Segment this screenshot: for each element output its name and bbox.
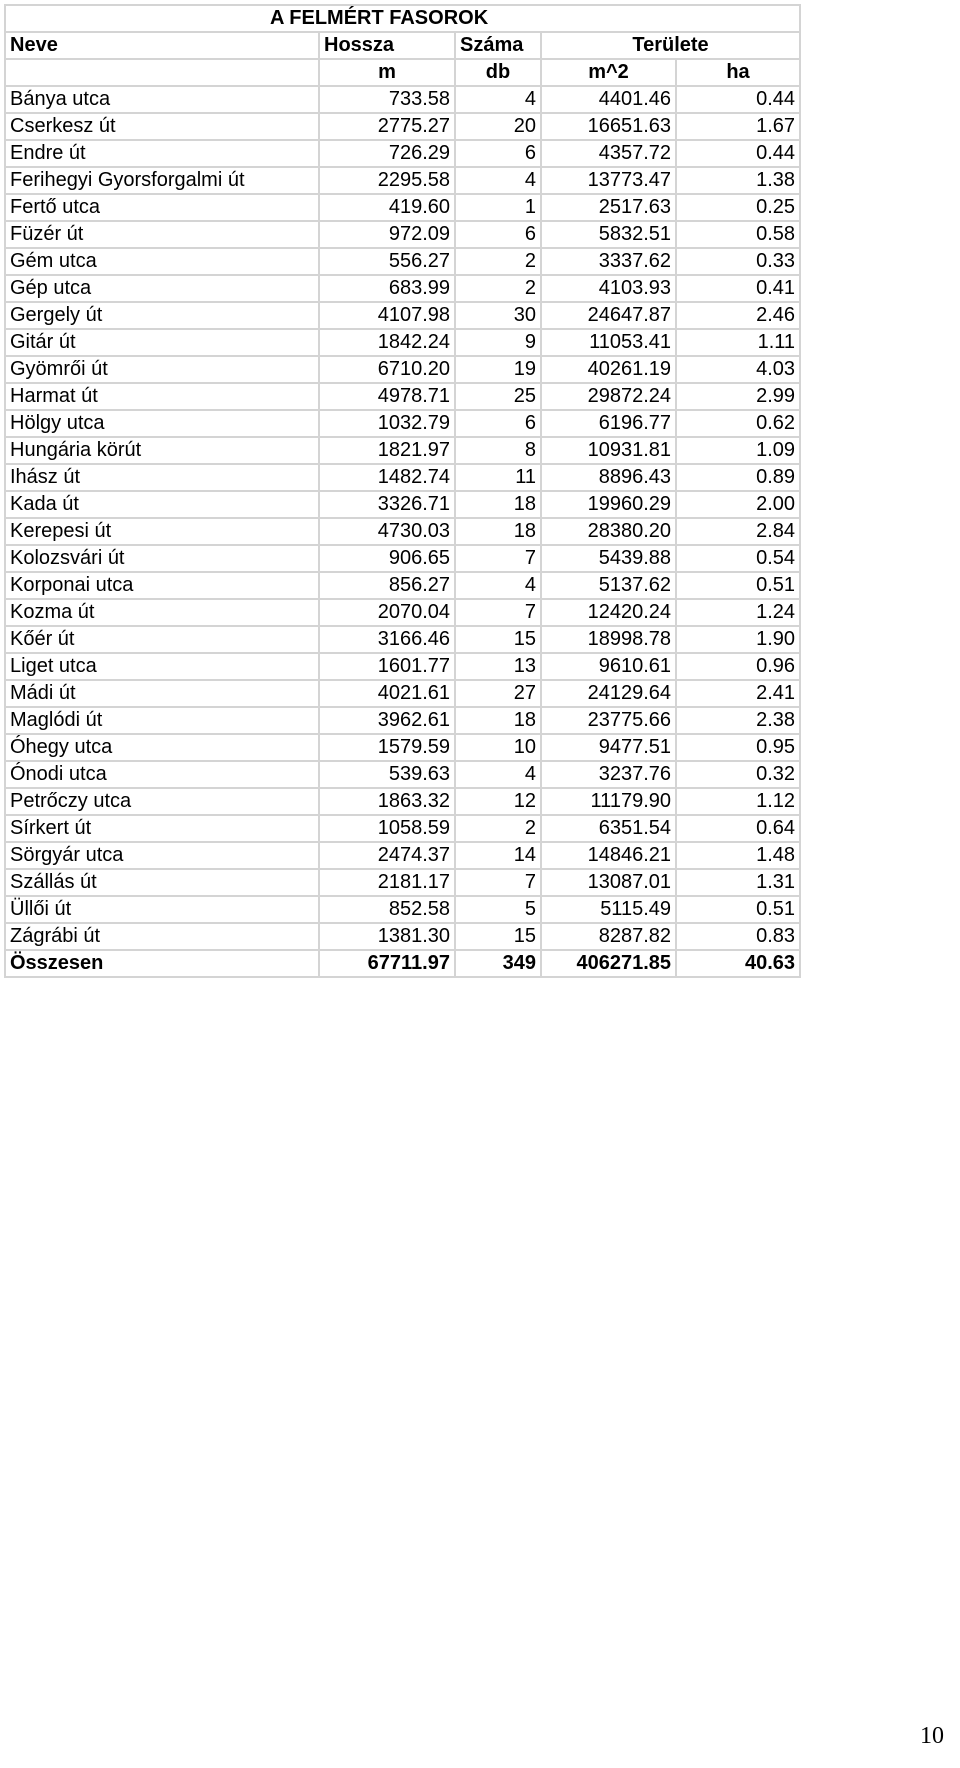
cell-area-m2: 13773.47	[541, 167, 676, 194]
table-row	[5, 923, 800, 950]
cell-area-m2: 14846.21	[541, 842, 676, 869]
cell-area-ha: 0.64	[676, 815, 800, 842]
cell-length: 419.60	[319, 194, 455, 221]
unit-area-m2: m^2	[541, 59, 676, 86]
cell-name: Kada út	[5, 491, 319, 518]
cell-area-ha: 0.62	[676, 410, 800, 437]
cell-name: Endre út	[5, 140, 319, 167]
header-length: Hossza	[319, 32, 455, 59]
cell-area-ha: 0.95	[676, 734, 800, 761]
table-row	[5, 653, 800, 680]
cell-length: 683.99	[319, 275, 455, 302]
cell-length: 2474.37	[319, 842, 455, 869]
cell-area-ha: 0.41	[676, 275, 800, 302]
unit-count: db	[455, 59, 541, 86]
table-row	[5, 815, 800, 842]
cell-area-ha: 1.31	[676, 869, 800, 896]
cell-area-m2: 4357.72	[541, 140, 676, 167]
cell-name: Maglódi út	[5, 707, 319, 734]
cell-name: Kőér út	[5, 626, 319, 653]
table-row	[5, 707, 800, 734]
cell-area-ha: 0.51	[676, 896, 800, 923]
cell-count: 4	[455, 572, 541, 599]
cell-area-ha: 0.58	[676, 221, 800, 248]
cell-count: 2	[455, 248, 541, 275]
cell-count: 6	[455, 410, 541, 437]
table-row	[5, 86, 800, 113]
cell-length: 3166.46	[319, 626, 455, 653]
cell-length: 852.58	[319, 896, 455, 923]
cell-name: Füzér út	[5, 221, 319, 248]
table-row	[5, 599, 800, 626]
total-cell-count: 349	[455, 950, 541, 977]
table-row	[5, 869, 800, 896]
cell-area-ha: 0.32	[676, 761, 800, 788]
table-row	[5, 221, 800, 248]
cell-name: Liget utca	[5, 653, 319, 680]
cell-count: 4	[455, 167, 541, 194]
cell-area-m2: 24647.87	[541, 302, 676, 329]
header-name: Neve	[5, 32, 319, 59]
cell-name: Ihász út	[5, 464, 319, 491]
cell-area-m2: 5832.51	[541, 221, 676, 248]
cell-area-m2: 11053.41	[541, 329, 676, 356]
cell-area-ha: 0.83	[676, 923, 800, 950]
table-row	[5, 437, 800, 464]
cell-count: 19	[455, 356, 541, 383]
cell-count: 11	[455, 464, 541, 491]
table-row	[5, 491, 800, 518]
cell-length: 906.65	[319, 545, 455, 572]
cell-name: Gép utca	[5, 275, 319, 302]
table-row	[5, 761, 800, 788]
cell-count: 9	[455, 329, 541, 356]
cell-length: 726.29	[319, 140, 455, 167]
cell-area-ha: 0.44	[676, 86, 800, 113]
cell-length: 2070.04	[319, 599, 455, 626]
cell-count: 7	[455, 869, 541, 896]
cell-length: 4021.61	[319, 680, 455, 707]
cell-length: 1579.59	[319, 734, 455, 761]
cell-name: Sörgyár utca	[5, 842, 319, 869]
cell-count: 1	[455, 194, 541, 221]
header-count: Száma	[455, 32, 541, 59]
cell-area-ha: 1.09	[676, 437, 800, 464]
table-row	[5, 788, 800, 815]
table-row	[5, 896, 800, 923]
cell-count: 30	[455, 302, 541, 329]
cell-area-ha: 1.48	[676, 842, 800, 869]
cell-name: Ónodi utca	[5, 761, 319, 788]
cell-length: 2295.58	[319, 167, 455, 194]
cell-length: 856.27	[319, 572, 455, 599]
page-number: 10	[920, 1723, 944, 1749]
cell-area-m2: 28380.20	[541, 518, 676, 545]
title-row	[5, 5, 800, 32]
cell-name: Kolozsvári út	[5, 545, 319, 572]
cell-area-ha: 0.44	[676, 140, 800, 167]
table-row	[5, 302, 800, 329]
cell-area-m2: 6196.77	[541, 410, 676, 437]
cell-length: 2181.17	[319, 869, 455, 896]
cell-length: 556.27	[319, 248, 455, 275]
cell-length: 539.63	[319, 761, 455, 788]
cell-area-m2: 5439.88	[541, 545, 676, 572]
table-row	[5, 545, 800, 572]
table-row	[5, 329, 800, 356]
cell-count: 10	[455, 734, 541, 761]
cell-count: 4	[455, 761, 541, 788]
cell-name: Cserkesz út	[5, 113, 319, 140]
cell-name: Sírkert út	[5, 815, 319, 842]
cell-length: 4978.71	[319, 383, 455, 410]
units-row	[5, 59, 800, 86]
cell-count: 27	[455, 680, 541, 707]
cell-area-m2: 5137.62	[541, 572, 676, 599]
cell-count: 25	[455, 383, 541, 410]
cell-count: 18	[455, 491, 541, 518]
cell-name: Hölgy utca	[5, 410, 319, 437]
table-row	[5, 464, 800, 491]
cell-name: Kerepesi út	[5, 518, 319, 545]
cell-name: Zágrábi út	[5, 923, 319, 950]
cell-name: Gergely út	[5, 302, 319, 329]
cell-area-m2: 13087.01	[541, 869, 676, 896]
table-row	[5, 167, 800, 194]
cell-area-m2: 5115.49	[541, 896, 676, 923]
cell-name: Harmat út	[5, 383, 319, 410]
cell-length: 1842.24	[319, 329, 455, 356]
cell-name: Fertő utca	[5, 194, 319, 221]
cell-count: 18	[455, 707, 541, 734]
cell-area-ha: 0.51	[676, 572, 800, 599]
cell-name: Gyömrői út	[5, 356, 319, 383]
cell-length: 1863.32	[319, 788, 455, 815]
cell-area-ha: 2.41	[676, 680, 800, 707]
cell-count: 12	[455, 788, 541, 815]
cell-area-m2: 9610.61	[541, 653, 676, 680]
cell-area-m2: 16651.63	[541, 113, 676, 140]
cell-count: 13	[455, 653, 541, 680]
fasor-table	[4, 4, 801, 978]
cell-count: 7	[455, 599, 541, 626]
cell-count: 15	[455, 626, 541, 653]
cell-area-m2: 9477.51	[541, 734, 676, 761]
cell-count: 18	[455, 518, 541, 545]
header-row	[5, 32, 800, 59]
cell-area-m2: 29872.24	[541, 383, 676, 410]
cell-area-m2: 40261.19	[541, 356, 676, 383]
cell-length: 1482.74	[319, 464, 455, 491]
cell-area-m2: 2517.63	[541, 194, 676, 221]
cell-count: 2	[455, 815, 541, 842]
cell-length: 4107.98	[319, 302, 455, 329]
cell-length: 1058.59	[319, 815, 455, 842]
table-title: A FELMÉRT FASOROK	[5, 5, 800, 32]
total-cell-name: Összesen	[5, 950, 319, 977]
table-row	[5, 410, 800, 437]
total-cell-area-m2: 406271.85	[541, 950, 676, 977]
cell-length: 4730.03	[319, 518, 455, 545]
cell-count: 4	[455, 86, 541, 113]
cell-length: 733.58	[319, 86, 455, 113]
table-row	[5, 275, 800, 302]
cell-name: Gém utca	[5, 248, 319, 275]
cell-area-m2: 4103.93	[541, 275, 676, 302]
cell-name: Óhegy utca	[5, 734, 319, 761]
table-row	[5, 356, 800, 383]
table-row	[5, 248, 800, 275]
cell-name: Üllői út	[5, 896, 319, 923]
cell-count: 15	[455, 923, 541, 950]
table-row	[5, 680, 800, 707]
table-row	[5, 140, 800, 167]
total-row	[5, 950, 800, 977]
cell-count: 14	[455, 842, 541, 869]
unit-empty	[5, 59, 319, 86]
cell-length: 3326.71	[319, 491, 455, 518]
cell-area-ha: 2.38	[676, 707, 800, 734]
cell-name: Bánya utca	[5, 86, 319, 113]
cell-area-m2: 3237.76	[541, 761, 676, 788]
cell-area-m2: 24129.64	[541, 680, 676, 707]
cell-name: Szállás út	[5, 869, 319, 896]
cell-length: 1821.97	[319, 437, 455, 464]
cell-area-m2: 6351.54	[541, 815, 676, 842]
cell-area-ha: 1.24	[676, 599, 800, 626]
cell-area-ha: 0.54	[676, 545, 800, 572]
unit-length: m	[319, 59, 455, 86]
cell-area-m2: 23775.66	[541, 707, 676, 734]
table-row	[5, 383, 800, 410]
cell-area-m2: 19960.29	[541, 491, 676, 518]
cell-name: Hungária körút	[5, 437, 319, 464]
cell-count: 8	[455, 437, 541, 464]
cell-name: Kozma út	[5, 599, 319, 626]
cell-area-ha: 0.25	[676, 194, 800, 221]
cell-count: 7	[455, 545, 541, 572]
table-row	[5, 842, 800, 869]
cell-area-ha: 1.90	[676, 626, 800, 653]
cell-length: 1601.77	[319, 653, 455, 680]
table-row	[5, 734, 800, 761]
cell-area-m2: 8896.43	[541, 464, 676, 491]
cell-area-m2: 3337.62	[541, 248, 676, 275]
cell-area-m2: 4401.46	[541, 86, 676, 113]
cell-count: 5	[455, 896, 541, 923]
cell-area-ha: 0.96	[676, 653, 800, 680]
cell-area-ha: 1.12	[676, 788, 800, 815]
header-area: Területe	[541, 32, 800, 59]
cell-name: Korponai utca	[5, 572, 319, 599]
cell-area-ha: 1.67	[676, 113, 800, 140]
table-row	[5, 194, 800, 221]
cell-area-m2: 10931.81	[541, 437, 676, 464]
cell-area-ha: 4.03	[676, 356, 800, 383]
cell-name: Mádi út	[5, 680, 319, 707]
cell-area-ha: 1.11	[676, 329, 800, 356]
cell-name: Ferihegyi Gyorsforgalmi út	[5, 167, 319, 194]
cell-name: Gitár út	[5, 329, 319, 356]
table-row	[5, 518, 800, 545]
table-row	[5, 572, 800, 599]
total-cell-area-ha: 40.63	[676, 950, 800, 977]
cell-name: Petrőczy utca	[5, 788, 319, 815]
cell-area-m2: 8287.82	[541, 923, 676, 950]
cell-length: 1381.30	[319, 923, 455, 950]
cell-length: 3962.61	[319, 707, 455, 734]
unit-area-ha: ha	[676, 59, 800, 86]
cell-area-ha: 1.38	[676, 167, 800, 194]
cell-area-ha: 0.33	[676, 248, 800, 275]
cell-count: 20	[455, 113, 541, 140]
cell-area-ha: 2.99	[676, 383, 800, 410]
cell-area-ha: 2.84	[676, 518, 800, 545]
cell-length: 6710.20	[319, 356, 455, 383]
cell-area-ha: 0.89	[676, 464, 800, 491]
cell-count: 2	[455, 275, 541, 302]
cell-length: 1032.79	[319, 410, 455, 437]
cell-area-m2: 18998.78	[541, 626, 676, 653]
cell-area-m2: 11179.90	[541, 788, 676, 815]
cell-area-ha: 2.46	[676, 302, 800, 329]
table-row	[5, 626, 800, 653]
cell-count: 6	[455, 221, 541, 248]
cell-area-ha: 2.00	[676, 491, 800, 518]
total-cell-length: 67711.97	[319, 950, 455, 977]
cell-length: 2775.27	[319, 113, 455, 140]
cell-length: 972.09	[319, 221, 455, 248]
cell-count: 6	[455, 140, 541, 167]
cell-area-m2: 12420.24	[541, 599, 676, 626]
table-row	[5, 113, 800, 140]
